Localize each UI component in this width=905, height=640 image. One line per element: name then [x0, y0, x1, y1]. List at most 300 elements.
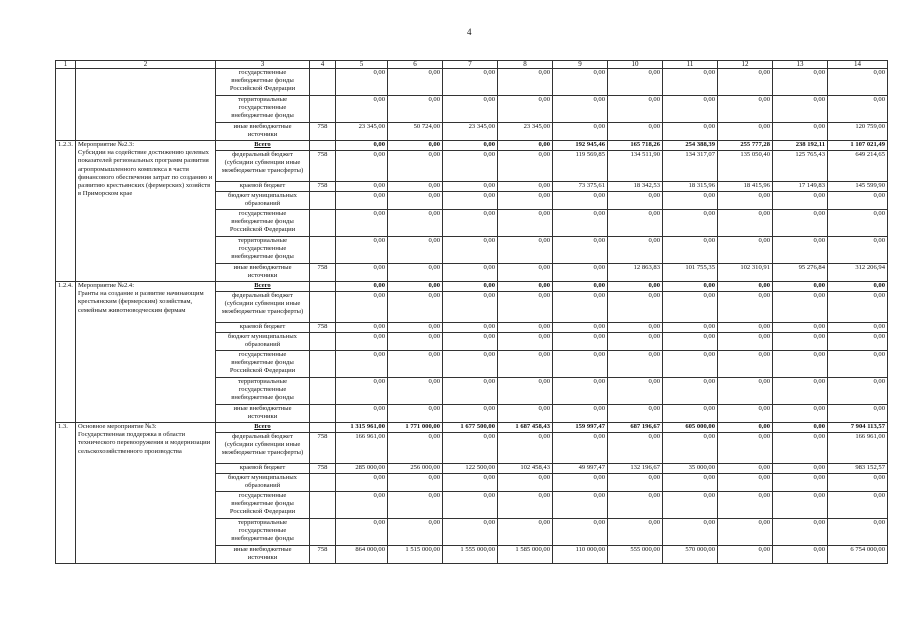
- funding-source: территориальные государственные внебюджетные фонды: [216, 519, 310, 546]
- amount-cell: 0,00: [718, 423, 773, 433]
- column-header: 5: [336, 61, 388, 69]
- item-code: [56, 69, 76, 141]
- amount-cell: 0,00: [336, 292, 388, 323]
- amount-cell: 0,00: [443, 192, 498, 210]
- amount-cell: 0,00: [663, 192, 718, 210]
- amount-cell: 0,00: [773, 69, 828, 96]
- amount-cell: 0,00: [608, 192, 663, 210]
- funding-source: краевой бюджет: [216, 464, 310, 474]
- amount-cell: 0,00: [553, 492, 608, 519]
- funding-source: государственные внебюджетные фонды Российской Федерации: [216, 351, 310, 378]
- amount-cell: 0,00: [443, 519, 498, 546]
- amount-cell: 125 765,43: [773, 151, 828, 182]
- amount-cell: 1 771 000,00: [388, 423, 443, 433]
- amount-cell: 0,00: [553, 333, 608, 351]
- funding-source: государственные внебюджетные фонды Российской Федерации: [216, 69, 310, 96]
- amount-cell: 0,00: [828, 323, 888, 333]
- amount-cell: 0,00: [443, 351, 498, 378]
- amount-cell: 0,00: [608, 237, 663, 264]
- amount-cell: 135 050,40: [718, 151, 773, 182]
- amount-cell: 0,00: [553, 405, 608, 423]
- amount-cell: 0,00: [773, 96, 828, 123]
- grbs-code: [310, 141, 336, 151]
- table-row: [56, 69, 888, 96]
- amount-cell: 0,00: [608, 519, 663, 546]
- amount-cell: 0,00: [553, 96, 608, 123]
- amount-cell: 102 458,43: [498, 464, 553, 474]
- amount-cell: 0,00: [443, 96, 498, 123]
- item-description-cell: [76, 69, 216, 141]
- amount-cell: 0,00: [773, 405, 828, 423]
- amount-cell: 0,00: [828, 237, 888, 264]
- amount-cell: 0,00: [773, 323, 828, 333]
- amount-cell: 0,00: [553, 192, 608, 210]
- page-number: 4: [467, 27, 472, 37]
- amount-cell: 101 755,35: [663, 264, 718, 282]
- table-body: [56, 69, 888, 564]
- amount-cell: 0,00: [773, 378, 828, 405]
- amount-cell: 0,00: [663, 69, 718, 96]
- amount-cell: 0,00: [718, 378, 773, 405]
- amount-cell: 0,00: [553, 282, 608, 292]
- column-header: 12: [718, 61, 773, 69]
- funding-source: федеральный бюджет (субсидии субвенции иные межбюджетные трансферты): [216, 433, 310, 464]
- amount-cell: 0,00: [498, 192, 553, 210]
- amount-cell: 983 152,57: [828, 464, 888, 474]
- grbs-code: [310, 292, 336, 323]
- amount-cell: 0,00: [336, 210, 388, 237]
- amount-cell: 0,00: [498, 96, 553, 123]
- grbs-code: 758: [310, 151, 336, 182]
- item-description: Государственная поддержка в области технического перевооружения и модернизации сельскохозяйственного производства: [78, 431, 211, 455]
- column-header: 7: [443, 61, 498, 69]
- amount-cell: 0,00: [388, 96, 443, 123]
- amount-cell: 0,00: [388, 141, 443, 151]
- amount-cell: 285 000,00: [336, 464, 388, 474]
- amount-cell: 50 724,00: [388, 123, 443, 141]
- amount-cell: 0,00: [443, 141, 498, 151]
- amount-cell: 0,00: [718, 492, 773, 519]
- amount-cell: 0,00: [336, 182, 388, 192]
- amount-cell: 0,00: [718, 351, 773, 378]
- amount-cell: 0,00: [718, 323, 773, 333]
- amount-cell: 0,00: [718, 405, 773, 423]
- grbs-code: [310, 423, 336, 433]
- amount-cell: 0,00: [773, 292, 828, 323]
- amount-cell: 0,00: [388, 237, 443, 264]
- amount-cell: 132 196,67: [608, 464, 663, 474]
- amount-cell: 0,00: [498, 237, 553, 264]
- amount-cell: 0,00: [773, 464, 828, 474]
- grbs-code: [310, 192, 336, 210]
- amount-cell: 0,00: [443, 323, 498, 333]
- table-header: [56, 61, 888, 69]
- amount-cell: 0,00: [718, 464, 773, 474]
- amount-cell: 0,00: [336, 96, 388, 123]
- amount-cell: 0,00: [498, 151, 553, 182]
- amount-cell: 17 149,83: [773, 182, 828, 192]
- amount-cell: 1 107 021,49: [828, 141, 888, 151]
- amount-cell: 0,00: [553, 237, 608, 264]
- amount-cell: 18 342,53: [608, 182, 663, 192]
- amount-cell: 0,00: [443, 210, 498, 237]
- funding-source: государственные внебюджетные фонды Российской Федерации: [216, 210, 310, 237]
- amount-cell: 0,00: [608, 378, 663, 405]
- amount-cell: 1 315 961,00: [336, 423, 388, 433]
- amount-cell: 0,00: [498, 264, 553, 282]
- item-code: 1.3.: [56, 423, 76, 564]
- amount-cell: 0,00: [663, 378, 718, 405]
- amount-cell: 0,00: [663, 405, 718, 423]
- amount-cell: 0,00: [663, 492, 718, 519]
- amount-cell: 0,00: [663, 292, 718, 323]
- grbs-code: [310, 237, 336, 264]
- amount-cell: 23 345,00: [443, 123, 498, 141]
- amount-cell: 0,00: [498, 405, 553, 423]
- amount-cell: 0,00: [608, 292, 663, 323]
- item-description: Субсидии на содействие достижению целевых показателей региональных программ развития агропромышленного комплекса в части финансового обеспечения затрат по созданию и развитию крестьянских (фермерских) хозяйств в Приморском крае: [78, 149, 213, 198]
- amount-cell: 0,00: [828, 292, 888, 323]
- amount-cell: 0,00: [336, 323, 388, 333]
- amount-cell: 0,00: [773, 492, 828, 519]
- amount-cell: 0,00: [828, 69, 888, 96]
- amount-cell: 23 345,00: [336, 123, 388, 141]
- funding-source: краевой бюджет: [216, 182, 310, 192]
- amount-cell: 0,00: [498, 333, 553, 351]
- funding-source: территориальные государственные внебюджетные фонды: [216, 237, 310, 264]
- amount-cell: 0,00: [828, 333, 888, 351]
- grbs-code: [310, 282, 336, 292]
- amount-cell: 0,00: [388, 151, 443, 182]
- amount-cell: 0,00: [336, 351, 388, 378]
- funding-source: иные внебюджетные источники: [216, 546, 310, 564]
- grbs-code: [310, 351, 336, 378]
- amount-cell: 102 310,91: [718, 264, 773, 282]
- grbs-code: 758: [310, 433, 336, 464]
- amount-cell: 0,00: [828, 192, 888, 210]
- amount-cell: 0,00: [718, 519, 773, 546]
- amount-cell: 0,00: [553, 378, 608, 405]
- amount-cell: 254 388,39: [663, 141, 718, 151]
- amount-cell: 0,00: [773, 192, 828, 210]
- funding-source: Всего: [216, 141, 310, 151]
- amount-cell: 0,00: [388, 405, 443, 423]
- amount-cell: 0,00: [336, 474, 388, 492]
- column-header: 2: [76, 61, 216, 69]
- amount-cell: 0,00: [388, 378, 443, 405]
- amount-cell: 0,00: [498, 141, 553, 151]
- funding-source: государственные внебюджетные фонды Российской Федерации: [216, 492, 310, 519]
- amount-cell: 0,00: [498, 182, 553, 192]
- column-header: 9: [553, 61, 608, 69]
- amount-cell: 0,00: [443, 237, 498, 264]
- amount-cell: 6 754 000,00: [828, 546, 888, 564]
- amount-cell: 0,00: [498, 433, 553, 464]
- header-row: [56, 61, 888, 69]
- amount-cell: 0,00: [608, 69, 663, 96]
- amount-cell: 1 515 000,00: [388, 546, 443, 564]
- funding-source: краевой бюджет: [216, 323, 310, 333]
- amount-cell: 0,00: [773, 423, 828, 433]
- column-header: 10: [608, 61, 663, 69]
- funding-source: бюджет муниципальных образований: [216, 333, 310, 351]
- grbs-code: 758: [310, 323, 336, 333]
- amount-cell: 0,00: [718, 210, 773, 237]
- funding-source: Всего: [216, 423, 310, 433]
- item-title: Мероприятие №2.4:: [78, 282, 135, 289]
- amount-cell: 0,00: [773, 123, 828, 141]
- grbs-code: 758: [310, 123, 336, 141]
- amount-cell: 0,00: [336, 192, 388, 210]
- amount-cell: 0,00: [498, 474, 553, 492]
- amount-cell: 687 196,67: [608, 423, 663, 433]
- item-description-cell: [76, 141, 216, 282]
- amount-cell: 0,00: [388, 264, 443, 282]
- amount-cell: 0,00: [336, 264, 388, 282]
- amount-cell: 1 687 458,43: [498, 423, 553, 433]
- amount-cell: 0,00: [663, 123, 718, 141]
- amount-cell: 0,00: [663, 96, 718, 123]
- amount-cell: 0,00: [608, 351, 663, 378]
- amount-cell: 0,00: [773, 237, 828, 264]
- amount-cell: 49 997,47: [553, 464, 608, 474]
- funding-source: федеральный бюджет (субсидии субвенции иные межбюджетные трансферты): [216, 292, 310, 323]
- amount-cell: 0,00: [336, 69, 388, 96]
- amount-cell: 0,00: [336, 519, 388, 546]
- amount-cell: 0,00: [443, 405, 498, 423]
- item-code: 1.2.4.: [56, 282, 76, 423]
- item-description: Гранты на создание и развитие начинающим крестьянским (фермерским) хозяйствам, семейным животноводческим фермам: [78, 290, 204, 314]
- amount-cell: 134 511,90: [608, 151, 663, 182]
- amount-cell: 0,00: [718, 96, 773, 123]
- item-description-cell: [76, 423, 216, 564]
- amount-cell: 0,00: [553, 474, 608, 492]
- amount-cell: 0,00: [608, 323, 663, 333]
- amount-cell: 0,00: [718, 237, 773, 264]
- amount-cell: 1 585 000,00: [498, 546, 553, 564]
- amount-cell: 0,00: [608, 492, 663, 519]
- amount-cell: 0,00: [718, 69, 773, 96]
- item-code: 1.2.3.: [56, 141, 76, 282]
- grbs-code: 758: [310, 182, 336, 192]
- amount-cell: 0,00: [553, 292, 608, 323]
- column-header: 8: [498, 61, 553, 69]
- amount-cell: 0,00: [498, 292, 553, 323]
- amount-cell: 0,00: [828, 519, 888, 546]
- amount-cell: 0,00: [773, 282, 828, 292]
- amount-cell: 0,00: [388, 210, 443, 237]
- amount-cell: 0,00: [663, 351, 718, 378]
- amount-cell: 0,00: [443, 492, 498, 519]
- amount-cell: 0,00: [498, 69, 553, 96]
- amount-cell: 0,00: [828, 492, 888, 519]
- amount-cell: 0,00: [388, 192, 443, 210]
- amount-cell: 0,00: [388, 519, 443, 546]
- amount-cell: 159 997,47: [553, 423, 608, 433]
- amount-cell: 1 555 000,00: [443, 546, 498, 564]
- amount-cell: 0,00: [388, 474, 443, 492]
- grbs-code: [310, 378, 336, 405]
- column-header: 1: [56, 61, 76, 69]
- table-row: [56, 423, 888, 433]
- amount-cell: 0,00: [498, 351, 553, 378]
- grbs-code: 758: [310, 546, 336, 564]
- amount-cell: 0,00: [608, 474, 663, 492]
- amount-cell: 0,00: [336, 237, 388, 264]
- amount-cell: 0,00: [498, 519, 553, 546]
- amount-cell: 0,00: [553, 351, 608, 378]
- column-header: 3: [216, 61, 310, 69]
- amount-cell: 0,00: [443, 264, 498, 282]
- amount-cell: 192 945,46: [553, 141, 608, 151]
- amount-cell: 7 904 113,57: [828, 423, 888, 433]
- budget-table: [55, 60, 888, 564]
- funding-source: федеральный бюджет (субсидии субвенции иные межбюджетные трансферты): [216, 151, 310, 182]
- amount-cell: 0,00: [718, 433, 773, 464]
- amount-cell: 0,00: [498, 210, 553, 237]
- amount-cell: 1 677 500,00: [443, 423, 498, 433]
- funding-source: территориальные государственные внебюджетные фонды: [216, 96, 310, 123]
- amount-cell: 0,00: [336, 141, 388, 151]
- amount-cell: 0,00: [336, 378, 388, 405]
- amount-cell: 134 317,07: [663, 151, 718, 182]
- grbs-code: [310, 210, 336, 237]
- amount-cell: 95 276,84: [773, 264, 828, 282]
- amount-cell: 0,00: [388, 351, 443, 378]
- amount-cell: 0,00: [828, 210, 888, 237]
- grbs-code: 758: [310, 264, 336, 282]
- amount-cell: 0,00: [336, 492, 388, 519]
- amount-cell: 255 777,28: [718, 141, 773, 151]
- amount-cell: 0,00: [718, 282, 773, 292]
- amount-cell: 0,00: [663, 519, 718, 546]
- amount-cell: 0,00: [443, 333, 498, 351]
- amount-cell: 35 000,00: [663, 464, 718, 474]
- table-row: [56, 282, 888, 292]
- item-description-cell: [76, 282, 216, 423]
- amount-cell: 0,00: [498, 378, 553, 405]
- item-title: Мероприятие №2.3:: [78, 141, 135, 148]
- amount-cell: 0,00: [388, 69, 443, 96]
- amount-cell: 0,00: [336, 333, 388, 351]
- amount-cell: 119 569,85: [553, 151, 608, 182]
- amount-cell: 0,00: [498, 282, 553, 292]
- amount-cell: 18 315,96: [663, 182, 718, 192]
- amount-cell: 0,00: [443, 474, 498, 492]
- amount-cell: 0,00: [336, 405, 388, 423]
- amount-cell: 0,00: [828, 96, 888, 123]
- amount-cell: 122 500,00: [443, 464, 498, 474]
- amount-cell: 0,00: [498, 492, 553, 519]
- amount-cell: 0,00: [443, 69, 498, 96]
- amount-cell: 0,00: [608, 210, 663, 237]
- funding-source: бюджет муниципальных образований: [216, 474, 310, 492]
- amount-cell: 0,00: [388, 292, 443, 323]
- amount-cell: 12 863,83: [608, 264, 663, 282]
- amount-cell: 0,00: [773, 474, 828, 492]
- funding-source: иные внебюджетные источники: [216, 264, 310, 282]
- amount-cell: 0,00: [718, 292, 773, 323]
- amount-cell: 0,00: [718, 192, 773, 210]
- grbs-code: [310, 474, 336, 492]
- column-header: 4: [310, 61, 336, 69]
- amount-cell: 0,00: [773, 433, 828, 464]
- amount-cell: 0,00: [718, 123, 773, 141]
- amount-cell: 0,00: [553, 210, 608, 237]
- amount-cell: 0,00: [828, 474, 888, 492]
- amount-cell: 0,00: [663, 333, 718, 351]
- amount-cell: 0,00: [663, 474, 718, 492]
- amount-cell: 0,00: [608, 123, 663, 141]
- amount-cell: 0,00: [608, 282, 663, 292]
- amount-cell: 0,00: [608, 333, 663, 351]
- amount-cell: 145 599,90: [828, 182, 888, 192]
- amount-cell: 0,00: [553, 519, 608, 546]
- amount-cell: 0,00: [553, 123, 608, 141]
- amount-cell: 18 415,96: [718, 182, 773, 192]
- column-header: 11: [663, 61, 718, 69]
- amount-cell: 0,00: [388, 282, 443, 292]
- amount-cell: 0,00: [718, 333, 773, 351]
- amount-cell: 0,00: [608, 433, 663, 464]
- grbs-code: [310, 519, 336, 546]
- amount-cell: 0,00: [443, 151, 498, 182]
- funding-source: территориальные государственные внебюджетные фонды: [216, 378, 310, 405]
- amount-cell: 0,00: [388, 323, 443, 333]
- amount-cell: 0,00: [443, 433, 498, 464]
- amount-cell: 0,00: [663, 433, 718, 464]
- amount-cell: 0,00: [443, 292, 498, 323]
- amount-cell: 0,00: [663, 210, 718, 237]
- grbs-code: [310, 69, 336, 96]
- funding-source: иные внебюджетные источники: [216, 405, 310, 423]
- amount-cell: 73 375,61: [553, 182, 608, 192]
- amount-cell: 0,00: [663, 282, 718, 292]
- amount-cell: 0,00: [553, 264, 608, 282]
- amount-cell: 864 000,00: [336, 546, 388, 564]
- amount-cell: 0,00: [773, 519, 828, 546]
- column-header: 6: [388, 61, 443, 69]
- amount-cell: 0,00: [718, 474, 773, 492]
- amount-cell: 0,00: [388, 433, 443, 464]
- grbs-code: 758: [310, 464, 336, 474]
- amount-cell: 0,00: [608, 405, 663, 423]
- amount-cell: 605 000,00: [663, 423, 718, 433]
- amount-cell: 0,00: [828, 351, 888, 378]
- table-row: [56, 141, 888, 151]
- amount-cell: 570 000,00: [663, 546, 718, 564]
- amount-cell: 0,00: [553, 69, 608, 96]
- amount-cell: 0,00: [663, 237, 718, 264]
- amount-cell: 0,00: [553, 433, 608, 464]
- amount-cell: 0,00: [773, 546, 828, 564]
- funding-source: иные внебюджетные источники: [216, 123, 310, 141]
- amount-cell: 0,00: [773, 210, 828, 237]
- amount-cell: 0,00: [828, 378, 888, 405]
- amount-cell: 0,00: [773, 333, 828, 351]
- grbs-code: [310, 96, 336, 123]
- grbs-code: [310, 333, 336, 351]
- amount-cell: 166 961,00: [336, 433, 388, 464]
- amount-cell: 0,00: [443, 378, 498, 405]
- amount-cell: 0,00: [336, 151, 388, 182]
- amount-cell: 0,00: [388, 333, 443, 351]
- amount-cell: 555 000,00: [608, 546, 663, 564]
- amount-cell: 0,00: [388, 492, 443, 519]
- grbs-code: [310, 405, 336, 423]
- amount-cell: 649 214,65: [828, 151, 888, 182]
- amount-cell: 238 192,11: [773, 141, 828, 151]
